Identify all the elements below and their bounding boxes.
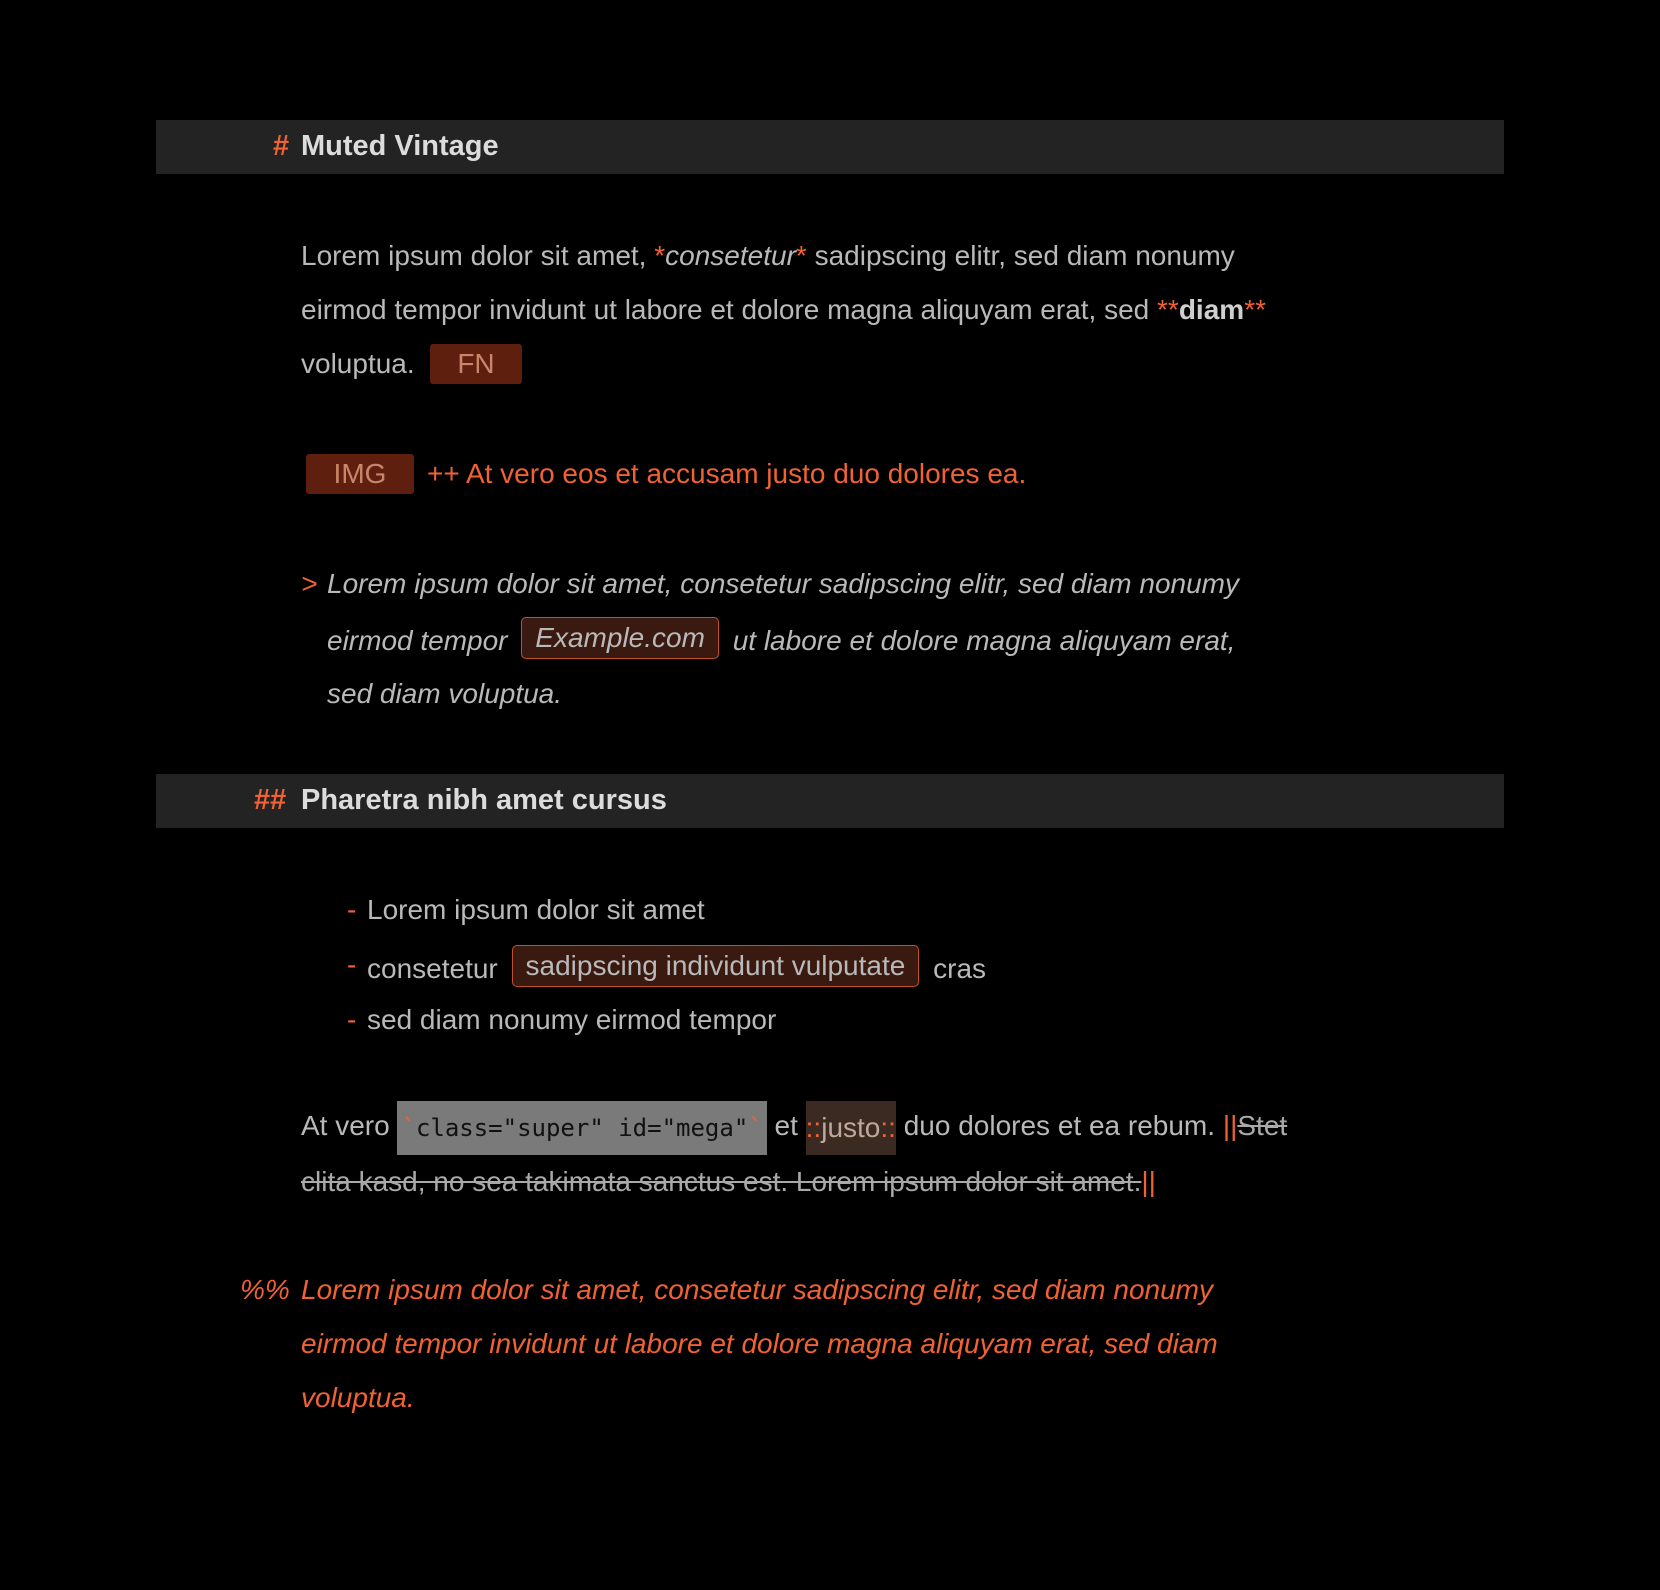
- code-paragraph-line1[interactable]: [301, 1099, 1287, 1153]
- code-tick: `: [401, 1113, 416, 1142]
- text-run: Lorem ipsum dolor sit amet,: [301, 240, 655, 271]
- strike-marker: ||: [1222, 1110, 1238, 1141]
- blockquote-marker: >: [301, 568, 318, 599]
- strike-text: clita kasd, no sea takimata sanctus est. Lorem ipsum dolor sit amet.: [301, 1166, 1142, 1197]
- highlight-text: justo: [821, 1111, 881, 1143]
- code-tick: `: [748, 1113, 763, 1142]
- text-run: sadipscing elitr, sed diam nonumy: [806, 240, 1235, 271]
- list-bullet: -: [347, 949, 357, 980]
- text-run: duo dolores et ea rebum.: [895, 1110, 1223, 1141]
- blockquote-link[interactable]: Example.com: [521, 617, 719, 659]
- list-item-link[interactable]: sadipscing individunt vulputate: [512, 945, 920, 987]
- text-run: consetetur: [367, 953, 498, 984]
- paragraph1-line1[interactable]: [301, 239, 1235, 273]
- highlight[interactable]: [806, 1101, 896, 1155]
- heading2-title[interactable]: Pharetra nibh amet cursus: [301, 784, 667, 816]
- emphasis-text: consetetur: [665, 240, 796, 271]
- text-run: voluptua.: [301, 348, 415, 379]
- blockquote-line3[interactable]: sed diam voluptua.: [327, 678, 563, 709]
- paragraph1-line2[interactable]: [301, 293, 1266, 327]
- paragraph1-line3[interactable]: [301, 347, 415, 381]
- inline-code[interactable]: [397, 1101, 766, 1155]
- image-caption[interactable]: ++ At vero eos et accusam justo duo dolores ea.: [427, 458, 1027, 489]
- list-bullet: -: [347, 894, 357, 925]
- text-run: et: [766, 1110, 806, 1141]
- list-item-2[interactable]: [367, 948, 986, 990]
- emphasis-marker: *: [795, 240, 807, 271]
- heading1-marker: #: [273, 130, 290, 162]
- blockquote-line2[interactable]: [327, 620, 1235, 662]
- text-run: At vero: [301, 1110, 398, 1141]
- comment-line3[interactable]: voluptua.: [301, 1382, 415, 1413]
- blockquote-line1[interactable]: Lorem ipsum dolor sit amet, consetetur sadipscing elitr, sed diam nonumy: [327, 568, 1239, 599]
- highlight-marker: ::: [880, 1111, 896, 1143]
- heading1-title[interactable]: Muted Vintage: [301, 130, 499, 162]
- highlight-marker: ::: [805, 1111, 822, 1143]
- heading2-marker: ##: [254, 784, 287, 816]
- strike-text: Stet: [1237, 1110, 1288, 1141]
- comment-marker: %%: [240, 1274, 290, 1305]
- footnote-tag[interactable]: FN: [430, 344, 522, 384]
- text-run: ut labore et dolore magna aliquyam erat,: [732, 625, 1236, 656]
- text-run: eirmod tempor: [327, 625, 508, 656]
- emphasis-marker: *: [654, 240, 666, 271]
- strong-text: diam: [1178, 294, 1245, 325]
- text-run: eirmod tempor invidunt ut labore et dolore magna aliquyam erat, sed: [301, 294, 1158, 325]
- comment-line2[interactable]: eirmod tempor invidunt ut labore et dolore magna aliquyam erat, sed diam: [301, 1328, 1218, 1359]
- list-item-3[interactable]: sed diam nonumy eirmod tempor: [367, 1004, 777, 1035]
- list-bullet: -: [347, 1004, 357, 1035]
- text-run: cras: [933, 953, 987, 984]
- code-paragraph-line2[interactable]: [301, 1165, 1156, 1199]
- strong-marker: **: [1244, 294, 1266, 325]
- strike-marker: ||: [1141, 1166, 1156, 1197]
- image-tag[interactable]: IMG: [306, 454, 414, 494]
- list-item-1[interactable]: Lorem ipsum dolor sit amet: [367, 894, 705, 925]
- comment-line1[interactable]: Lorem ipsum dolor sit amet, consetetur sadipscing elitr, sed diam nonumy: [301, 1274, 1213, 1305]
- code-text: class="super" id="mega": [415, 1113, 749, 1142]
- strong-marker: **: [1157, 294, 1179, 325]
